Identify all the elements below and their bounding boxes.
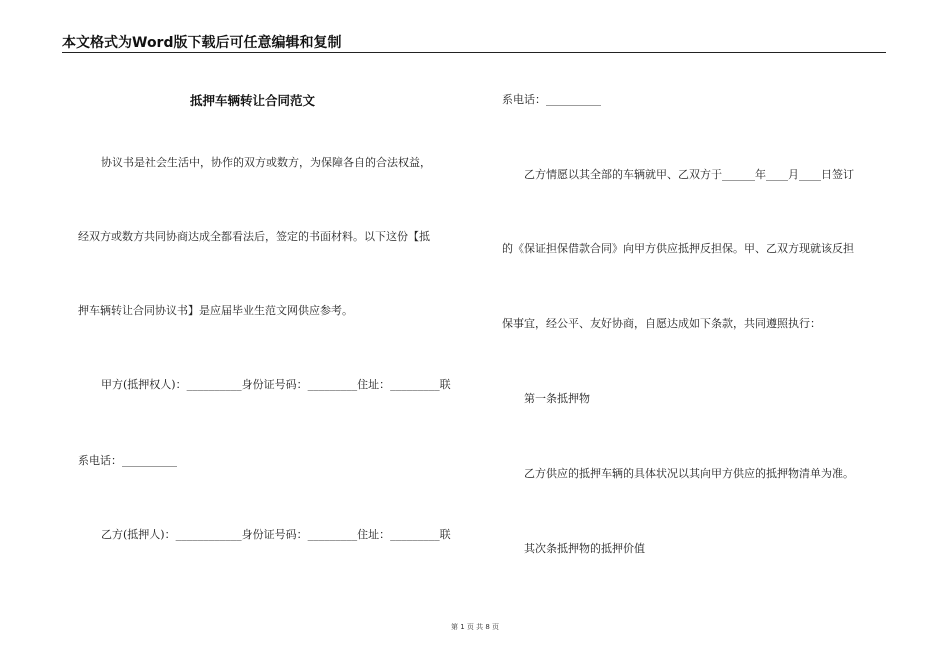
party-b-line: 乙方(抵押人)：____________身份证号码：_________住址：_________联	[101, 528, 451, 541]
right-paragraph-line-2: 的《保证担保借款合同》向甲方供应抵押反担保。甲、乙双方现就该反担	[502, 242, 854, 255]
header-banner: 本文格式为Word版下载后可任意编辑和复制	[62, 35, 342, 51]
right-paragraph-line-3: 保事宜，经公平、友好协商，自愿达成如下条款，共同遵照执行：	[502, 317, 821, 330]
left-paragraph-line-1: 协议书是社会生活中，协作的双方或数方，为保障各自的合法权益，	[101, 156, 431, 169]
page-number: 第 1 页 共 8 页	[450, 623, 500, 631]
article-2-heading: 其次条抵押物的抵押价值	[524, 542, 645, 555]
article-1-content: 乙方供应的抵押车辆的具体状况以其向甲方供应的抵押物清单为准。	[524, 467, 854, 480]
page-header	[62, 34, 886, 53]
left-paragraph-line-2: 经双方或数方共同协商达成全都看法后，签定的书面材料。以下这份【抵	[78, 230, 430, 243]
party-b-phone-line: 系电话：__________	[502, 93, 601, 106]
article-1-heading: 第一条抵押物	[524, 392, 590, 405]
party-a-line: 甲方(抵押权人)：__________身份证号码：_________住址：_________联	[101, 378, 451, 391]
party-a-phone-line: 系电话：__________	[78, 454, 177, 467]
document-title: 抵押车辆转让合同范文	[190, 93, 316, 108]
left-paragraph-line-3: 押车辆转让合同协议书】是应届毕业生范文网供应参考。	[78, 304, 353, 317]
right-paragraph-line-1: 乙方情愿以其全部的车辆就甲、乙双方于______年____月____日签订	[524, 168, 854, 181]
